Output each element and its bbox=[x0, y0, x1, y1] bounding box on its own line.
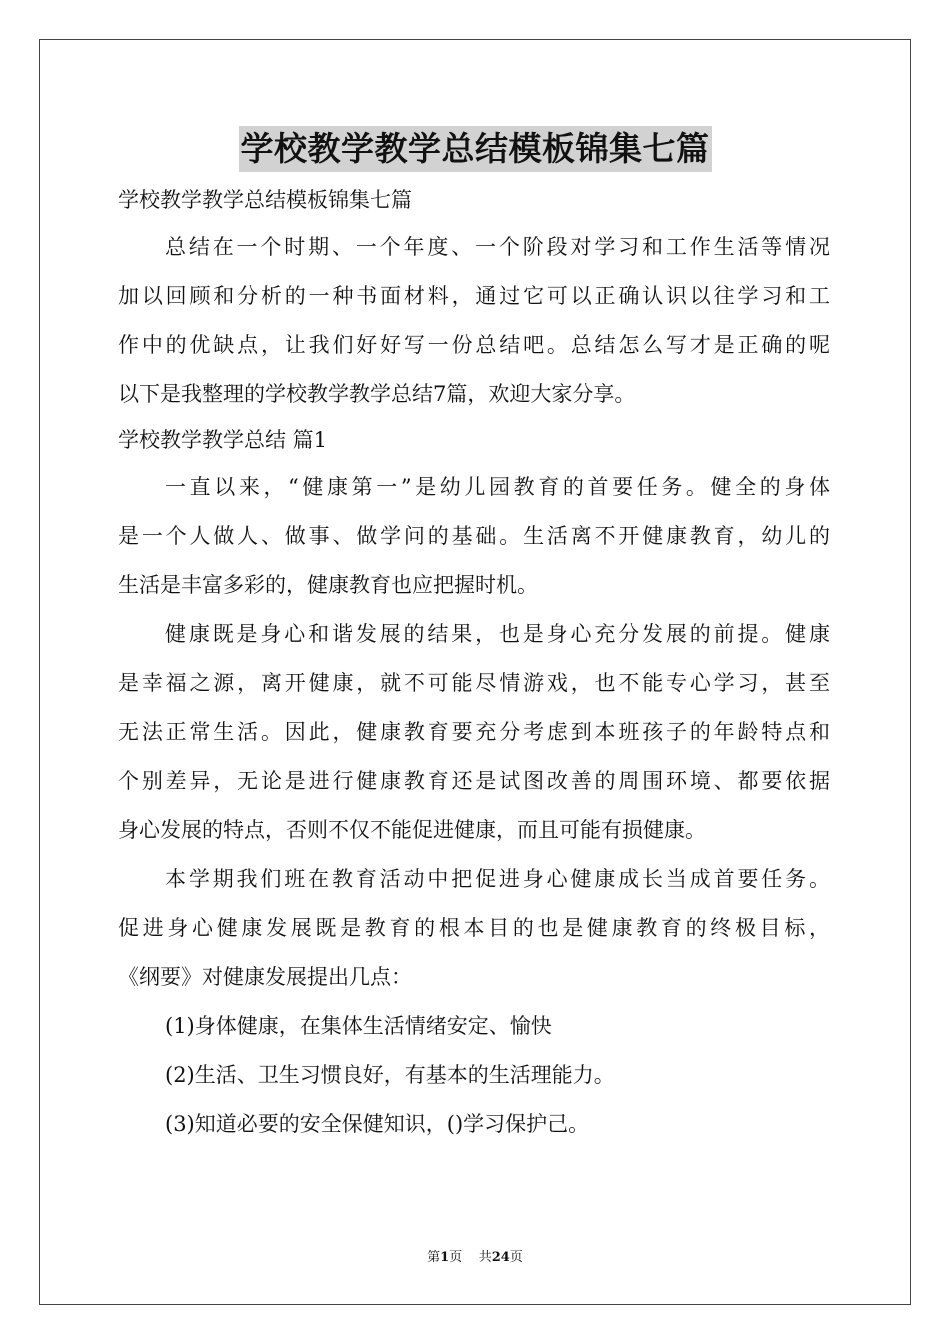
page-suffix: 页 bbox=[449, 1250, 463, 1265]
intro-line: 总结在一个时期、一个年度、一个阶段对学习和工作生活等情况 bbox=[165, 235, 830, 259]
numbered-list bbox=[118, 1014, 830, 1137]
paragraph-line: 本学期我们班在教育活动中把促进身心健康成长当成首要任务。 bbox=[165, 867, 830, 891]
paragraph-3 bbox=[118, 867, 830, 990]
paragraph-line: 健康既是身心和谐发展的结果，也是身心充分发展的前提。健康 bbox=[165, 622, 830, 646]
intro-line: 作中的优缺点，让我们好好写一份总结吧。总结怎么写才是正确的呢 bbox=[118, 333, 830, 357]
paragraph-line: 《纲要》对健康发展提出几点： bbox=[118, 965, 412, 989]
intro-line: 加以回顾和分析的一种书面材料，通过它可以正确认识以往学习和工 bbox=[118, 284, 830, 308]
paragraph-line: 一直以来，“健康第一”是幼儿园教育的首要任务。健全的身体 bbox=[165, 475, 830, 499]
paragraph-line: 无法正常生活。因此，健康教育要充分考虑到本班孩子的年龄特点和 bbox=[118, 720, 830, 744]
page-prefix: 第 bbox=[427, 1250, 441, 1265]
total-pages: 24 bbox=[491, 1250, 510, 1265]
total-prefix: 共 bbox=[478, 1250, 492, 1265]
paragraph-1 bbox=[118, 475, 830, 598]
section-heading: 学校教学教学总结 篇1 bbox=[118, 428, 328, 452]
paragraph-line: 促进身心健康发展既是教育的根本目的也是健康教育的终极目标， bbox=[118, 916, 830, 940]
paragraph-line: 生活是丰富多彩的，健康教育也应把握时机。 bbox=[118, 573, 538, 597]
intro-paragraph bbox=[118, 235, 830, 407]
total-suffix: 页 bbox=[509, 1250, 523, 1265]
page-footer bbox=[0, 1246, 950, 1265]
title-area bbox=[0, 126, 950, 172]
subtitle: 学校教学教学总结模板锦集七篇 bbox=[118, 188, 412, 212]
document-title: 学校教学教学总结模板锦集七篇 bbox=[239, 126, 712, 172]
paragraph-line: 身心发展的特点，否则不仅不能促进健康，而且可能有损健康。 bbox=[118, 818, 706, 842]
paragraph-line: 是幸福之源，离开健康，就不可能尽情游戏，也不能专心学习，甚至 bbox=[118, 671, 830, 695]
paragraph-line: 个别差异，无论是进行健康教育还是试图改善的周围环境、都要依据 bbox=[118, 769, 830, 793]
list-item: (3)知道必要的安全保健知识，()学习保护己。 bbox=[165, 1112, 590, 1136]
intro-line: 以下是我整理的学校教学教学总结7篇，欢迎大家分享。 bbox=[118, 382, 636, 406]
paragraph-line: 是一个人做人、做事、做学问的基础。生活离不开健康教育，幼儿的 bbox=[118, 524, 830, 548]
list-item: (2)生活、卫生习惯良好，有基本的生活理能力。 bbox=[165, 1063, 615, 1087]
list-item: (1)身体健康，在集体生活情绪安定、愉快 bbox=[165, 1014, 552, 1038]
document-body bbox=[118, 182, 830, 1137]
paragraph-2 bbox=[118, 622, 830, 843]
page-number: 1 bbox=[440, 1250, 450, 1265]
